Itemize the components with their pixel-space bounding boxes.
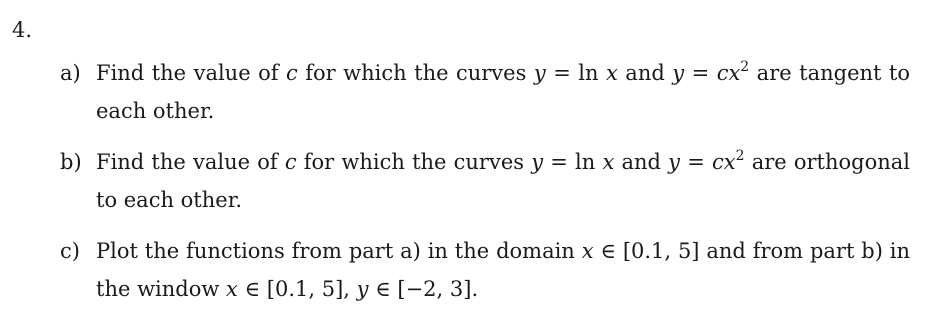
part-b [60,143,910,219]
part-a-text: are tangent to each other. [96,61,911,123]
problem-number: 4. [12,18,33,42]
part-c-text: ∈ [−2, 3]. [368,277,479,301]
part-c-var-x: x [226,277,238,301]
part-a-text: for which the curves [297,61,534,85]
part-a-var-y: y [533,61,546,85]
problem-parts [60,54,910,321]
part-c-text: ∈ [0.1, 5] and from part b) in the window [96,239,910,301]
part-b-text: are orthogonal to each other. [96,150,910,212]
part-b-var-y: y [531,150,544,174]
part-b-var-x: x [602,150,615,174]
part-a-text: Find the value of [96,61,286,85]
part-a-var-x: x [605,61,618,85]
part-a-label: a) [60,61,81,85]
part-c-var-x: x [581,239,594,263]
part-b-text: for which the curves [296,150,532,174]
part-a-text: = ln [545,61,606,85]
part-c-text: ∈ [0.1, 5], [237,277,357,301]
part-b-text: Find the value of [96,150,285,174]
part-c [60,232,910,308]
part-a-expr-cx: cx [716,61,741,85]
part-a-exponent: 2 [740,59,750,75]
part-b-text: = [680,150,712,174]
part-b-text: = ln [543,150,603,174]
part-b-exponent: 2 [735,148,745,164]
part-b-expr-cx: cx [711,150,736,174]
part-a-text: and [617,61,673,85]
part-c-var-y: y [356,277,369,301]
part-b-text: and [614,150,669,174]
part-c-label: c) [60,239,80,263]
part-a-var-y: y [672,61,685,85]
part-a-text: = [684,61,717,85]
part-c-text: Plot the functions from part a) in the domain [96,239,582,263]
part-b-var-c: c [284,150,297,174]
part-a [60,54,910,130]
part-a-var-c: c [286,61,298,85]
part-b-label: b) [60,150,82,174]
part-b-var-y: y [668,150,681,174]
